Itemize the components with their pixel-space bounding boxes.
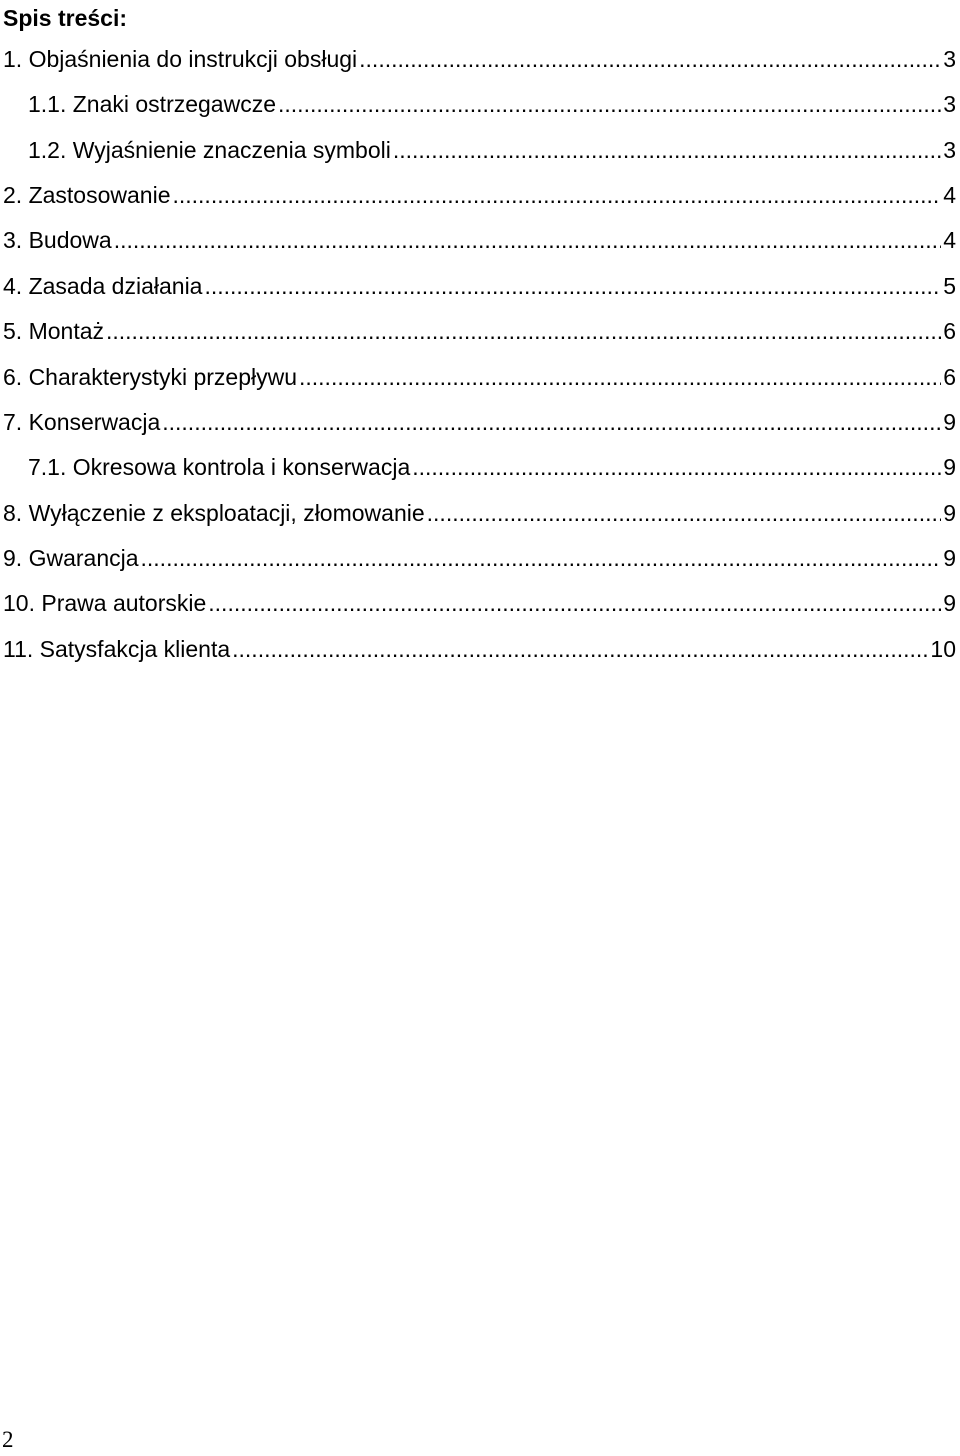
toc-entry-page: 3 [943, 137, 956, 163]
toc-entry[interactable] [3, 404, 956, 440]
toc-leader-dots [208, 585, 941, 621]
toc-entry[interactable] [3, 631, 956, 667]
toc-entry[interactable] [3, 177, 956, 213]
page-number: 2 [2, 1427, 14, 1452]
toc-entry[interactable] [28, 449, 956, 485]
toc-entry-page: 4 [943, 227, 956, 253]
toc-entry-label: 6. Charakterystyki przepływu [3, 364, 297, 390]
toc-entry-label: 1.2. Wyjaśnienie znaczenia symboli [28, 137, 391, 163]
toc-entry-page: 6 [943, 318, 956, 344]
toc-title: Spis treści: [3, 5, 127, 31]
toc-leader-dots [359, 41, 941, 77]
toc-entry-label: 10. Prawa autorskie [3, 590, 207, 616]
toc-leader-dots [141, 540, 942, 576]
toc-entry[interactable] [3, 359, 956, 395]
toc-entry-page: 3 [943, 46, 956, 72]
toc-entry[interactable] [3, 268, 956, 304]
toc-entry[interactable] [3, 540, 956, 576]
toc-entry-page: 9 [943, 590, 956, 616]
toc-entry[interactable] [3, 585, 956, 621]
toc-entry-label: 1.1. Znaki ostrzegawcze [28, 91, 277, 117]
toc-leader-dots [299, 359, 941, 395]
toc-entry-page: 6 [943, 364, 956, 390]
toc-entry-page: 9 [943, 545, 956, 571]
toc-leader-dots [114, 222, 942, 258]
toc-entry-label: 1. Objaśnienia do instrukcji obsługi [3, 46, 358, 72]
toc-leader-dots [204, 268, 941, 304]
toc-entry-page: 10 [930, 636, 956, 662]
toc-entry-label: 4. Zasada działania [3, 273, 203, 299]
toc-entry-label: 3. Budowa [3, 227, 112, 253]
toc-entry-label: 9. Gwarancja [3, 545, 139, 571]
toc-entry-page: 9 [943, 409, 956, 435]
toc-entry[interactable] [3, 41, 956, 77]
toc-leader-dots [427, 495, 942, 531]
toc-leader-dots [278, 86, 941, 122]
toc-entry-label: 11. Satysfakcja klienta [3, 636, 231, 662]
toc-entry[interactable] [3, 222, 956, 258]
toc-leader-dots [412, 449, 941, 485]
toc-leader-dots [172, 177, 941, 213]
toc-entry-page: 3 [943, 91, 956, 117]
toc-entry[interactable] [3, 495, 956, 531]
toc-entry-label: 8. Wyłączenie z eksploatacji, złomowanie [3, 500, 425, 526]
toc-entry-page: 4 [943, 182, 956, 208]
toc-entry-label: 5. Montaż [3, 318, 104, 344]
toc-leader-dots [393, 132, 941, 168]
toc-entry[interactable] [3, 313, 956, 349]
toc-entry-label: 7.1. Okresowa kontrola i konserwacja [28, 454, 411, 480]
toc-leader-dots [106, 313, 941, 349]
toc-entry-page: 9 [943, 454, 956, 480]
toc-leader-dots [232, 631, 928, 667]
toc-entry-page: 5 [943, 273, 956, 299]
toc-entry-label: 7. Konserwacja [3, 409, 161, 435]
toc-entry-label: 2. Zastosowanie [3, 182, 171, 208]
toc-entry-page: 9 [943, 500, 956, 526]
toc-leader-dots [162, 404, 941, 440]
toc-entry[interactable] [28, 86, 956, 122]
toc-entry[interactable] [28, 132, 956, 168]
